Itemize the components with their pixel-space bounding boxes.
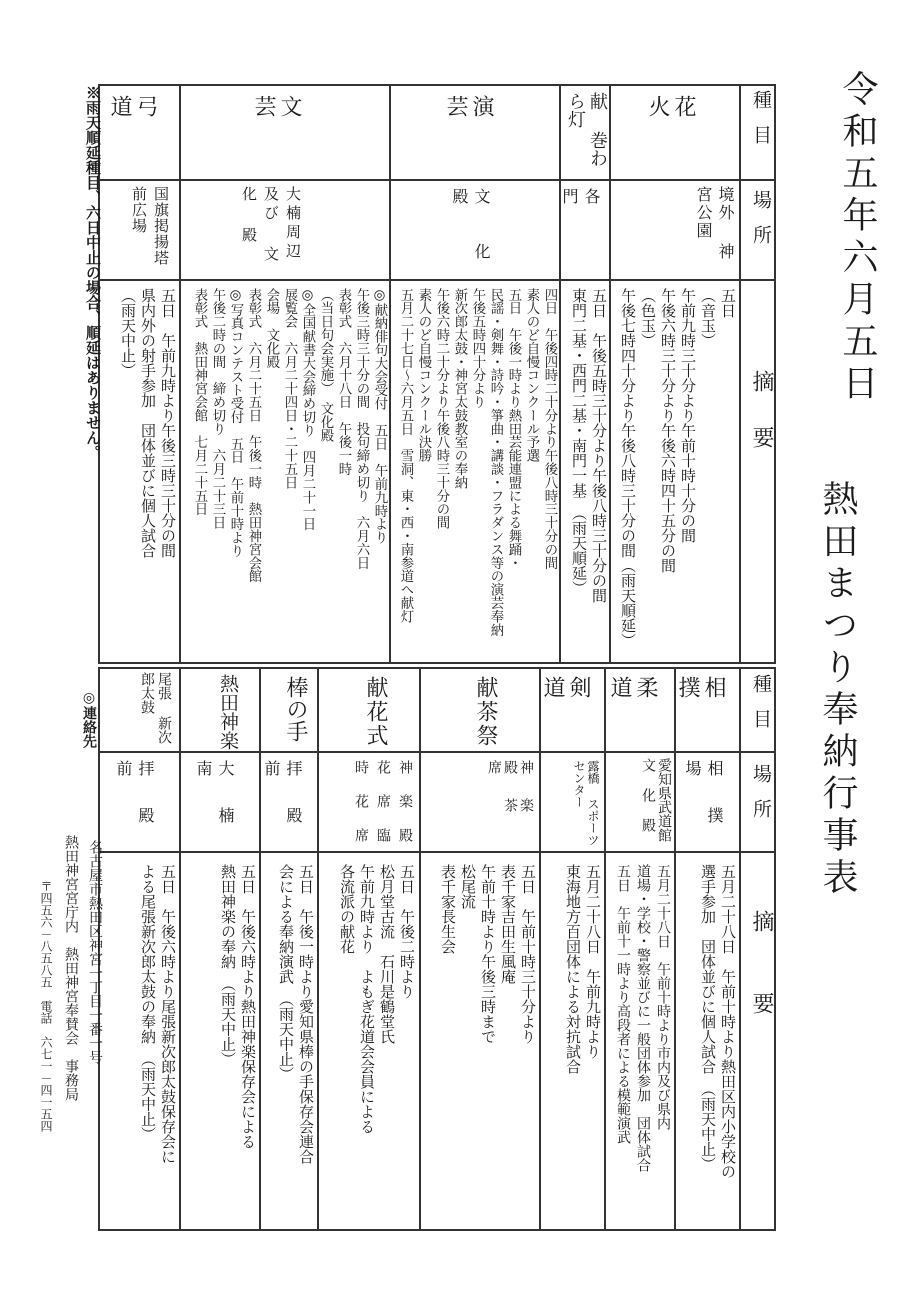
place-engei: 文 化 殿 xyxy=(450,188,491,269)
event-sumo: 相撲 xyxy=(675,676,726,714)
summary-line: 東海地方百団体による対抗試合 xyxy=(564,864,582,1074)
summary-line: 東門二基・西門二基・南門一基 （雨天順延） xyxy=(570,288,588,596)
place-bonote: 拝 殿 前 xyxy=(262,760,303,829)
summary-kenkashiki xyxy=(321,864,417,1226)
summary-judo xyxy=(607,864,673,1226)
summary-hanabi xyxy=(614,288,738,660)
summary-line: よる尾張新次郎太鼓の奉納 （雨天中止） xyxy=(139,864,157,1142)
summary-bonote xyxy=(263,864,316,1226)
summary-line: 五日 午前十一時より高段者による模範演武 xyxy=(615,864,631,1144)
event-hanabi: 花火 xyxy=(645,95,696,151)
summary-line: 表千家長生会 xyxy=(439,864,457,954)
summary-line: 表彰式 熱田神宮会館 七月二十五日 xyxy=(192,288,207,516)
event-kyudo: 弓道 xyxy=(107,95,158,151)
summary-line: ◎写真コンテスト受付 五日 午前十時より xyxy=(228,288,243,558)
summary-line: 道場・学校・警察並びに一般団体参加 団体試合 xyxy=(635,864,651,1172)
summary-line: 五日 午前九時より午後三時三十分の間 xyxy=(159,288,177,558)
summary-line: 五日 午後一時より愛知県棒の手保存会連合 xyxy=(297,864,315,1164)
summary-owari-shinjiro-taiko xyxy=(102,864,178,1226)
summary-line: 午前九時三十分より午前十時十分の間 xyxy=(679,288,697,543)
place-owari-shinjiro-taiko: 拝 殿 前 xyxy=(114,760,155,829)
summary-line: 五日 午後六時より熱田神楽保存会による xyxy=(239,864,257,1149)
page-title: 熱田まつり奉納行事表 xyxy=(817,480,858,900)
summary-line: 展覧会 六月二十四日・二十五日 xyxy=(282,288,297,489)
summary-engei xyxy=(393,288,558,660)
summary-line: 表千家吉田生風庵 xyxy=(499,864,517,984)
summary-line: 表彰式 六月十八日 午後一時 xyxy=(336,288,351,476)
event-kendo: 剣道 xyxy=(540,676,591,714)
summary-line: 五日 午後五時三十分より午後八時三十分の間 xyxy=(590,288,608,603)
place-kyudo: 国旗掲揚塔 前広場 xyxy=(130,186,170,266)
summary-line: 午後三時三十分の間 投句締め切り 六月六日 xyxy=(354,288,369,570)
summary-line: 四日 午後四時二十分より午後八時三十分の間 xyxy=(542,288,557,570)
summary-line: 松月堂古流 石川是鶴堂氏 xyxy=(378,864,396,1044)
place-bungei: 大楠周辺及び 文 化 殿 xyxy=(240,186,302,265)
summary-line: 五日 xyxy=(719,288,737,318)
summary-line: 午前十時より午後三時まで xyxy=(479,864,497,1044)
event-atsuta-kagura: 熱田神楽 xyxy=(217,674,239,750)
summary-line: 五日 午後一時より熱田芸能連盟による舞踊・ xyxy=(506,288,521,570)
summary-line: ◎全国献書大会締め切り 四月二十一日 xyxy=(300,288,315,531)
summary-line: ◎献納俳句大会受付 五日 午前九時より xyxy=(372,288,387,545)
event-bonote: 棒の手 xyxy=(283,676,308,742)
place-kenchasai: 神 楽 殿 茶 席 xyxy=(486,760,534,816)
summary-line: 五月二十八日 午前十時より熱田区内小学校の xyxy=(719,864,737,1179)
summary-sumo xyxy=(678,864,738,1226)
place-atsuta-kagura: 大 楠 南 xyxy=(194,760,235,829)
rain-note: ※雨天順延種目、六日中止の場合、順延はありません。 xyxy=(84,85,102,460)
header-place-top: 場所 xyxy=(750,190,772,260)
summary-line: 熱田神楽の奉納 （雨天中止） xyxy=(219,864,237,1067)
summary-line: 表彰式 六月二十五日 午後一時 熱田神宮会館 xyxy=(246,288,261,583)
summary-line: 午後六時二十分より午後八時三十分の間 xyxy=(434,288,449,530)
summary-kenchasai xyxy=(423,864,538,1226)
contact-label: ◎連絡先 xyxy=(81,690,97,748)
summary-line: 素人のど自慢コンクール予選 xyxy=(524,288,539,463)
summary-line: 午後六時三十分より午後六時四十五分の間 xyxy=(659,288,677,573)
header-event-top: 種目 xyxy=(750,90,772,160)
summary-line: 五日 午後二時より xyxy=(398,864,416,999)
event-engei: 演芸 xyxy=(443,95,494,151)
event-judo: 柔道 xyxy=(607,676,658,714)
summary-line: 午前九時より よもぎ花道会会員による xyxy=(358,864,376,1134)
summary-line: 会による奉納演武 （雨天中止） xyxy=(277,864,295,1082)
place-hanabi: 境外 神宮公園 xyxy=(694,186,735,261)
header-summary-top: 摘要 xyxy=(749,370,774,482)
summary-line: 午後七時四十分より午後八時三十分の間（雨天順延） xyxy=(619,288,637,648)
place-kendo: 露橋 スポーツセンター xyxy=(572,760,600,846)
summary-line: 各流派の献花 xyxy=(338,864,356,954)
summary-kyudo xyxy=(102,288,178,660)
header-event-bottom: 種目 xyxy=(750,674,772,744)
contact-address: 名古屋市熱田区神宮一丁目一番一号 xyxy=(87,840,103,1064)
summary-kendo xyxy=(543,864,603,1226)
place-judo: 愛知県武道館 文 化 殿 xyxy=(640,758,672,842)
summary-line: （雨天中止） xyxy=(119,288,137,378)
summary-line: （当日句会実施） 文化殿 xyxy=(318,288,333,443)
summary-line: 民謡・剣舞・詩吟・箏曲・講談・フラダンス等の演芸奉納 xyxy=(488,288,503,637)
place-sumo: 相 撲 場 xyxy=(683,760,724,829)
event-owari-shinjiro-taiko: 尾張 新次郎太鼓 xyxy=(139,672,172,744)
event-kenkashiki: 献花式 xyxy=(363,676,388,748)
summary-makiwara xyxy=(563,288,609,660)
place-makiwara: 各 門 xyxy=(560,188,601,244)
summary-bungei xyxy=(183,288,388,660)
summary-line: 五月二十八日 午前九時より xyxy=(584,864,602,1059)
summary-line: 松尾流 xyxy=(459,864,477,909)
summary-line: 午後五時四十分より xyxy=(470,288,485,409)
event-kenchasai: 献茶祭 xyxy=(473,676,498,748)
event-bungei: 文芸 xyxy=(251,95,302,151)
event-makiwara: 献 巻わら灯 xyxy=(565,92,608,167)
summary-line: 五月二十七日～六月五日 雪洞、東・西・南参道へ献灯 xyxy=(398,288,413,623)
summary-line: （音玉） xyxy=(699,288,717,348)
summary-atsuta-kagura xyxy=(183,864,258,1226)
summary-line: 新次郎太鼓・神宮太鼓教室の奉納 xyxy=(452,288,467,489)
contact-postal-phone: 〒四五六－八五八五 電話 六七一－四一五四 xyxy=(39,880,53,1132)
summary-line: 五日 午後六時より尾張新次郎太鼓保存会に xyxy=(159,864,177,1164)
summary-line: 会場 文化殿 xyxy=(264,288,279,369)
summary-line: （色玉） xyxy=(639,288,657,348)
header-summary-bottom: 摘要 xyxy=(749,910,774,1074)
summary-line: 午後二時の間 締め切り 六月二十三日 xyxy=(210,288,225,530)
title-date: 令和五年六月五日 xyxy=(837,70,878,406)
summary-line: 県内外の射手参加 団体並びに個人試合 xyxy=(139,288,157,558)
summary-line: 選手参加 団体並びに個人試合 （雨天中止） xyxy=(699,864,717,1172)
summary-line: 五日 午前十時三十分より xyxy=(519,864,537,1044)
place-kenkashiki: 神 楽 殿 花 席 臨 時 花 席 xyxy=(353,760,413,844)
summary-line: 素人のど自慢コンクール決勝 xyxy=(416,288,431,463)
header-place-bottom: 場所 xyxy=(750,764,772,834)
summary-line: 五月二十八日 午前十時より市内及び県内 xyxy=(655,864,671,1130)
contact-organization: 熱田神宮宮庁内 熱田神宮奉賛会 事務局 xyxy=(63,835,79,1101)
